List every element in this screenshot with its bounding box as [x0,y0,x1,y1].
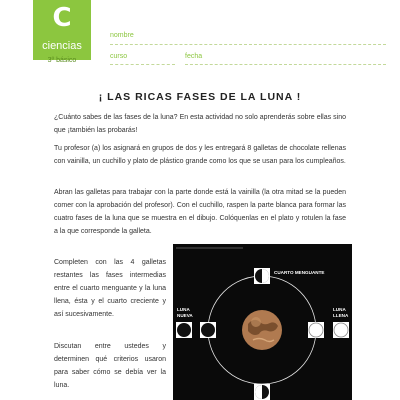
paragraph-intro: ¿Cuánto sabes de las fases de la luna? En esta actividad no solo aprenderás sobre ellas sino que ¡también las probarás! [54,114,346,134]
subject-badge [33,0,91,60]
label-luna-llena-line1: LUNA [333,307,346,312]
date-label: fecha [185,53,203,60]
subject-letter: C [52,3,72,33]
moon-phase-icon-far-left [176,322,192,338]
label-cuarto-menguante: CUARTO MENGUANTE [274,270,325,275]
label-luna-nueva-line2: NUEVA [177,313,193,318]
name-line[interactable] [110,44,386,45]
paragraph-discuss: Discutan entre ustedes y determinen qué criterios usaron para saber cómo se debía ver la luna. [54,343,166,389]
course-line[interactable] [110,64,175,65]
moon-phase-icon-left [200,322,216,338]
moon-phases-figure [173,244,352,400]
name-label: nombre [110,32,134,39]
course-label: curso [110,53,128,60]
moon-phase-icon-bottom [254,384,270,400]
label-luna-llena-line2: LLENA [333,313,349,318]
label-luna-nueva-line1: LUNA [177,307,190,312]
moon-phase-icon-far-right [333,322,349,338]
page-title: ¡ LAS RICAS FASES DE LA LUNA ! [98,91,302,103]
moon-orbit-diagram [173,244,352,400]
subject-name: ciencias [42,40,82,52]
grade-label: 3º básico [47,57,77,64]
paragraph-complete: Completen con las 4 galletas restantes las fases intermedias entre el cuarto menguante y la luna llena, ésta y el cuarto creciente y así sucesivamente. [54,259,166,318]
paragraph-groups: Tu profesor (a) los asignará en grupos de dos y les entregará 8 galletas de chocolate rellenas con vainilla, un cuchillo y plato de plástico grande como los que se usan para los cumpleaños. [54,145,346,165]
date-line[interactable] [185,64,386,65]
earth-icon [242,310,282,350]
moon-phase-icon-right [308,322,324,338]
moon-phase-icon-top [254,268,270,284]
paragraph-instructions: Abran las galletas para trabajar con la parte donde está la vainilla (la otra mitad se la pueden comer con la aprobación del profesor). Con el cuchillo, raspen la parte blanca para formar las cuatro fases de la luna que se muestra en el dibujo. Colóquenlas en el plato y rotulen la fase a la que corresponde la galleta. [54,189,346,235]
